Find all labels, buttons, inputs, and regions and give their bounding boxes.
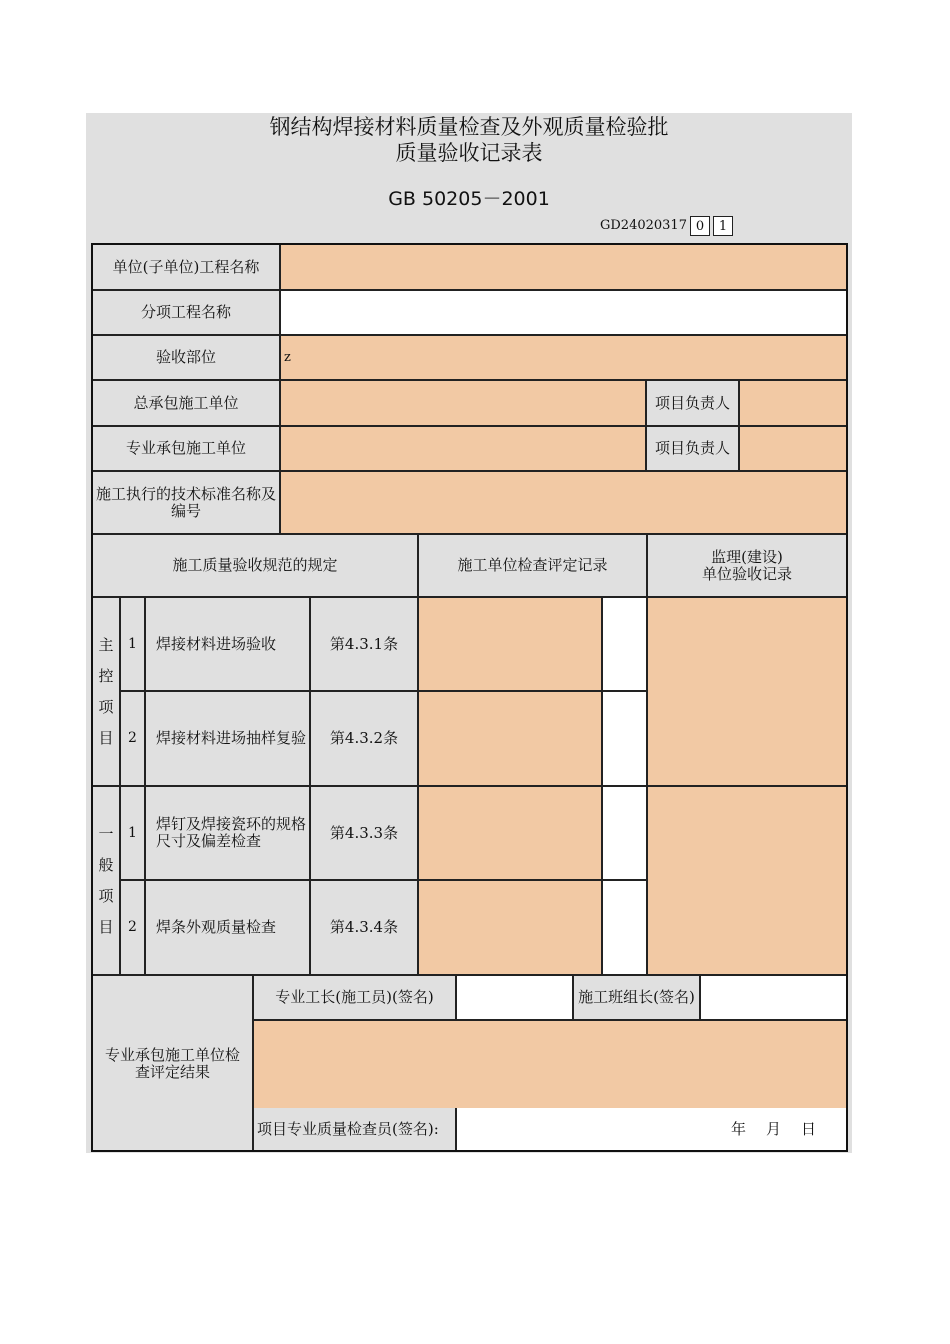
form-title-line1: 钢结构焊接材料质量检查及外观质量检验批	[269, 115, 669, 139]
inspection-part-field[interactable]: z	[280, 335, 847, 380]
general-item-2-record[interactable]	[418, 880, 602, 975]
form-code	[600, 216, 733, 236]
general-items-group-label	[92, 786, 120, 975]
main-item-2-clause: 第4.3.2条	[310, 691, 418, 786]
inspection-part-label: 验收部位	[92, 335, 280, 380]
project-manager-label-2: 项目负责人	[646, 426, 739, 471]
general-item-1-result[interactable]	[602, 786, 647, 880]
main-item-1-clause: 第4.3.1条	[310, 597, 418, 691]
main-item-1-number: 1	[120, 597, 145, 691]
general-item-1-number: 1	[120, 786, 145, 880]
special-contractor-field[interactable]	[280, 426, 646, 471]
group-char: 控	[98, 666, 114, 685]
col-header-supervisor-line2: 单位验收记录	[701, 564, 792, 583]
general-item-2-name: 焊条外观质量检查	[145, 880, 310, 975]
date-year-label: 年	[730, 1120, 746, 1138]
general-item-1-clause: 第4.3.3条	[310, 786, 418, 880]
code-box-1[interactable]: 0	[690, 216, 710, 236]
foreman-signature[interactable]	[456, 975, 573, 1020]
project-manager-field-2[interactable]	[739, 426, 847, 471]
group-char: 项	[98, 697, 114, 716]
main-item-2-name	[145, 691, 310, 786]
main-items-group-label	[92, 597, 120, 786]
team-leader-signature[interactable]	[700, 975, 847, 1020]
form-title-line2: 质量验收记录表	[395, 141, 543, 165]
unit-project-field[interactable]	[280, 244, 847, 290]
inspector-signature-area[interactable]	[456, 1108, 847, 1151]
main-item-2-result[interactable]	[602, 691, 647, 786]
main-item-1-result[interactable]	[602, 597, 647, 691]
general-item-2-clause: 第4.3.4条	[310, 880, 418, 975]
general-item-2-number: 2	[120, 880, 145, 975]
general-items-supervisor-record[interactable]	[647, 786, 847, 975]
check-result-field[interactable]	[253, 1020, 847, 1108]
inspector-label: 项目专业质量检查员(签名):	[253, 1108, 456, 1151]
standard-number: GB 50205－2001	[388, 188, 550, 210]
sub-project-label: 分项工程名称	[92, 290, 280, 335]
group-char: 一	[98, 824, 114, 843]
main-item-2-record[interactable]	[418, 691, 602, 786]
col-header-contractor-record: 施工单位检查评定记录	[418, 534, 647, 597]
unit-project-label: 单位(子单位)工程名称	[92, 244, 280, 290]
group-char: 主	[98, 635, 114, 654]
main-item-1-name: 焊接材料进场验收	[145, 597, 310, 691]
main-item-1-record[interactable]	[418, 597, 602, 691]
project-manager-field-1[interactable]	[739, 380, 847, 426]
form-code-text: GD24020317	[600, 218, 687, 233]
foreman-label: 专业工长(施工员)(签名)	[253, 975, 456, 1020]
main-item-2-number: 2	[120, 691, 145, 786]
project-manager-label-1: 项目负责人	[646, 380, 739, 426]
col-header-spec: 施工质量验收规范的规定	[92, 534, 418, 597]
general-contractor-label: 总承包施工单位	[92, 380, 280, 426]
general-item-2-result[interactable]	[602, 880, 647, 975]
main-items-supervisor-record[interactable]	[647, 597, 847, 786]
general-item-1-name: 焊钉及焊接瓷环的规格尺寸及偏差检查	[145, 786, 310, 880]
date-day-label: 日	[800, 1120, 816, 1138]
special-contractor-label: 专业承包施工单位	[92, 426, 280, 471]
group-char: 般	[98, 855, 114, 874]
sub-project-field[interactable]	[280, 290, 847, 335]
main-item-2-name-text: 焊接材料进场抽样复验	[156, 729, 307, 747]
tech-standard-field[interactable]	[280, 471, 847, 534]
result-label: 专业承包施工单位检查评定结果	[92, 975, 253, 1151]
group-char: 目	[98, 917, 114, 936]
general-item-1-record[interactable]	[418, 786, 602, 880]
tech-standard-label: 施工执行的技术标准名称及编号	[92, 471, 280, 534]
team-leader-label: 施工班组长(签名)	[573, 975, 700, 1020]
general-contractor-field[interactable]	[280, 380, 646, 426]
group-char: 目	[98, 728, 114, 747]
col-header-supervisor	[647, 534, 847, 597]
date-month-label: 月	[765, 1120, 781, 1138]
group-char: 项	[98, 886, 114, 905]
code-box-2[interactable]: 1	[713, 216, 733, 236]
col-header-supervisor-line1: 监理(建设)	[711, 547, 783, 566]
